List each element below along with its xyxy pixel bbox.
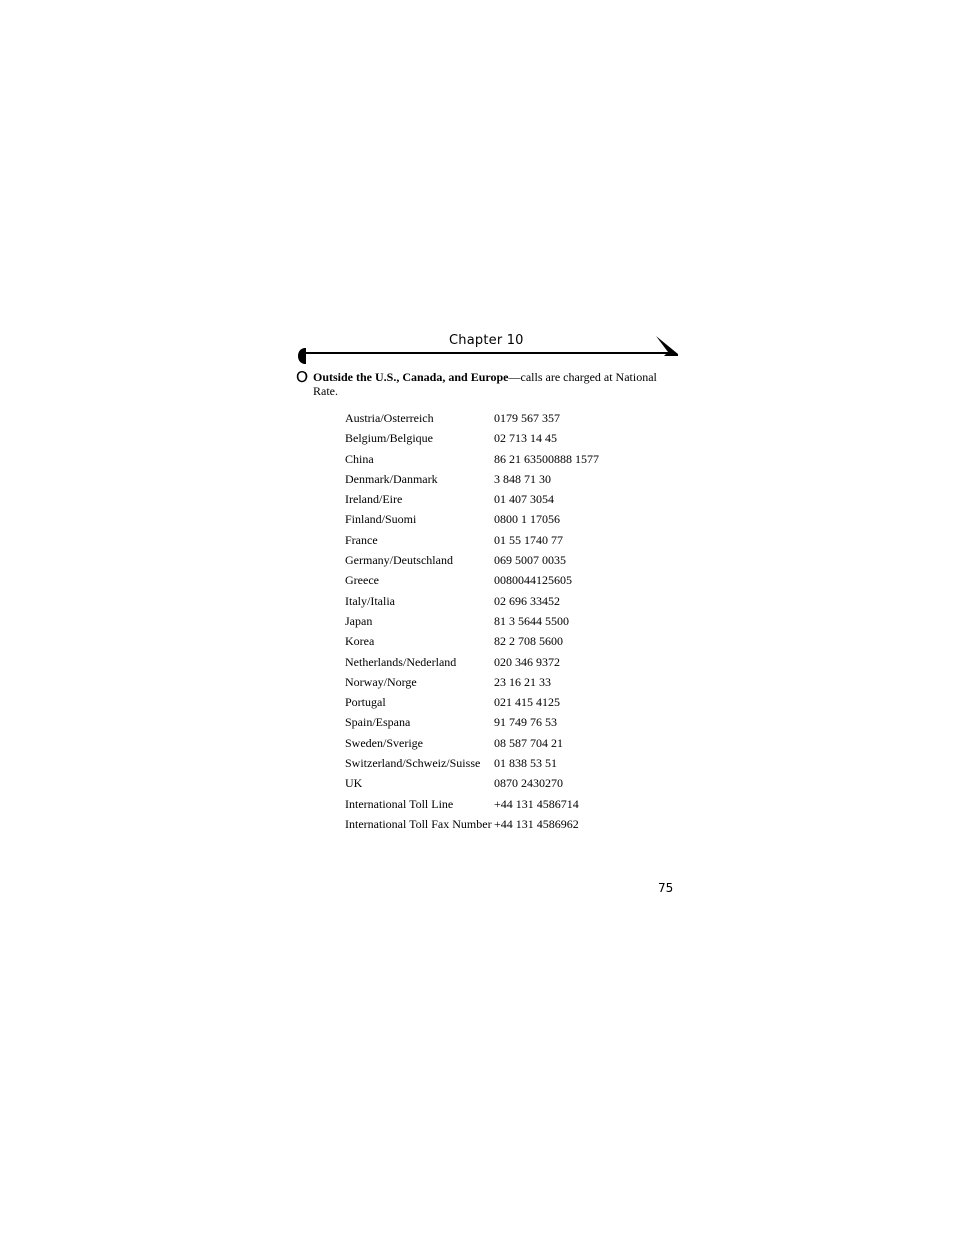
table-row	[345, 755, 599, 775]
phone-number: 3 848 71 30	[494, 471, 551, 486]
table-row	[345, 735, 599, 755]
table-row	[345, 775, 599, 795]
table-row	[345, 532, 599, 552]
section-heading: Outside the U.S., Canada, and Europe	[313, 370, 509, 384]
table-row	[345, 816, 599, 836]
phone-number: 81 3 5644 5500	[494, 613, 569, 628]
phone-number: 01 55 1740 77	[494, 532, 563, 547]
section-intro	[313, 370, 678, 398]
rule-right-arrow-icon	[656, 336, 678, 356]
phone-number: 021 415 4125	[494, 695, 560, 710]
country-name: Ireland/Eire	[345, 492, 403, 507]
phone-number: 86 21 63500888 1577	[494, 451, 599, 466]
phone-number: 02 696 33452	[494, 593, 560, 608]
contact-table	[345, 410, 599, 836]
table-row	[345, 451, 599, 471]
table-row	[345, 613, 599, 633]
phone-number: 0800 1 17056	[494, 512, 560, 527]
phone-number: 069 5007 0035	[494, 553, 566, 568]
chapter-title: Chapter 10	[449, 333, 524, 348]
table-row	[345, 511, 599, 531]
country-name: Portugal	[345, 695, 386, 710]
phone-number: 02 713 14 45	[494, 431, 557, 446]
country-name: Italy/Italia	[345, 593, 395, 608]
country-name: Denmark/Danmark	[345, 471, 438, 486]
table-row	[345, 654, 599, 674]
country-name: Germany/Deutschland	[345, 553, 453, 568]
country-name: Netherlands/Nederland	[345, 654, 457, 669]
header-rule	[302, 352, 670, 354]
country-name: International Toll Line	[345, 796, 454, 811]
table-row	[345, 410, 599, 430]
table-row	[345, 471, 599, 491]
phone-number: 91 749 76 53	[494, 715, 557, 730]
country-name: France	[345, 532, 378, 547]
table-row	[345, 796, 599, 816]
country-name: International Toll Fax Number	[345, 816, 492, 831]
country-name: Finland/Suomi	[345, 512, 417, 527]
phone-number: 08 587 704 21	[494, 735, 563, 750]
country-name: Greece	[345, 573, 379, 588]
table-row	[345, 572, 599, 592]
country-name: Spain/Espana	[345, 715, 411, 730]
country-name: Austria/Osterreich	[345, 411, 434, 425]
country-name: Norway/Norge	[345, 674, 417, 689]
hollow-bullet-icon	[296, 370, 308, 383]
phone-number: +44 131 4586714	[494, 796, 579, 811]
phone-number: 0870 2430270	[494, 776, 563, 791]
table-row	[345, 694, 599, 714]
country-name: Switzerland/Schweiz/Suisse	[345, 756, 481, 771]
phone-number: 01 407 3054	[494, 492, 554, 507]
phone-number: +44 131 4586962	[494, 816, 579, 831]
phone-number: 0179 567 357	[494, 411, 560, 425]
rule-left-cap-icon	[298, 348, 306, 364]
phone-number: 0080044125605	[494, 573, 572, 588]
country-name: Sweden/Sverige	[345, 735, 423, 750]
table-row	[345, 674, 599, 694]
country-name: UK	[345, 776, 363, 791]
table-row	[345, 633, 599, 653]
phone-number: 82 2 708 5600	[494, 634, 563, 649]
table-row	[345, 491, 599, 511]
country-name: China	[345, 451, 374, 466]
table-row	[345, 593, 599, 613]
table-row	[345, 714, 599, 734]
phone-number: 020 346 9372	[494, 654, 560, 669]
country-name: Belgium/Belgique	[345, 431, 433, 446]
phone-number: 23 16 21 33	[494, 674, 551, 689]
country-name: Japan	[345, 613, 373, 628]
section-text: —calls are charged at National Rate.	[313, 370, 657, 398]
page-number: 75	[658, 881, 674, 895]
country-name: Korea	[345, 634, 375, 649]
phone-number: 01 838 53 51	[494, 756, 557, 771]
table-row	[345, 430, 599, 450]
table-row	[345, 552, 599, 572]
